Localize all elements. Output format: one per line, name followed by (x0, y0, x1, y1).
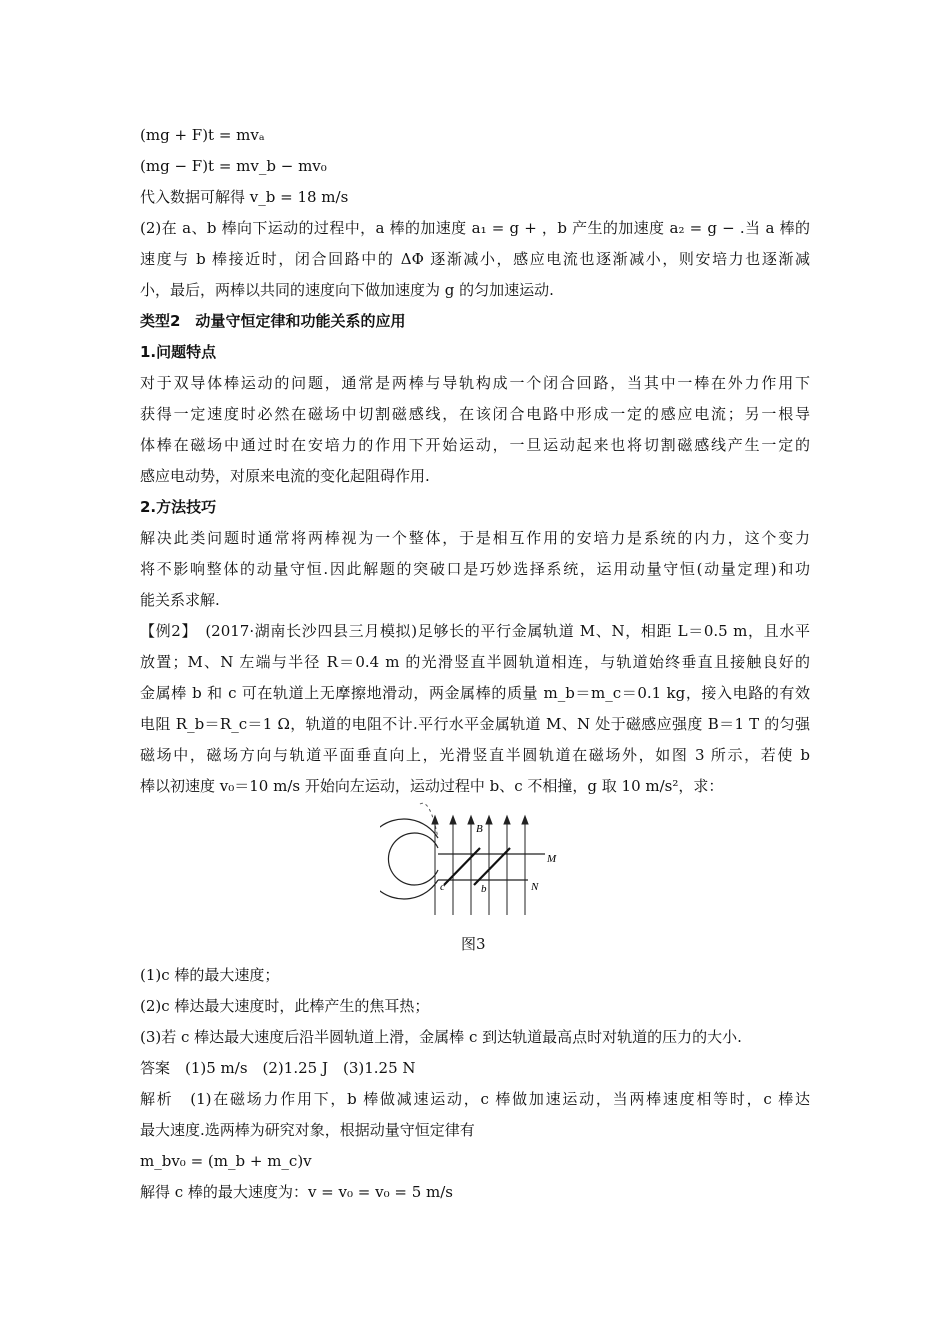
label-c: c (440, 881, 445, 893)
equation-line: m_bv₀ = (m_b + m_c)v (140, 1152, 312, 1170)
label-m: M (547, 853, 557, 865)
result-line: 解得 c 棒的最大速度为：v = v₀ = v₀ = 5 m/s (140, 1183, 453, 1201)
question-3: (3)若 c 棒达最大速度后沿半圆轨道上滑，金属棒 c 到达轨道最高点时对轨道的压力的大小. (140, 1028, 742, 1046)
paragraph-line: 速度与 b 棒接近时，闭合回路中的 ΔΦ 逐渐减小，感应电流也逐渐减小，则安培力也逐渐减 (140, 250, 810, 268)
label-n: N (531, 881, 539, 893)
figure-3-diagram (380, 790, 580, 920)
question-1: (1)c 棒的最大速度； (140, 966, 280, 984)
equation-line-1: (mg + F)t = mvₐ (140, 126, 265, 144)
example-line: 电阻 R_b＝R_c＝1 Ω，轨道的电阻不计.平行水平金属轨道 M、N 处于磁感应强度 B＝1 T 的匀强 (140, 715, 810, 733)
example-line: 金属棒 b 和 c 可在轨道上无摩擦地滑动，两金属棒的质量 m_b＝m_c＝0.1 kg，接入电路的有效 (140, 684, 810, 702)
result-line: 代入数据可解得 v_b = 18 m/s (140, 188, 349, 206)
example-line: 棒以初速度 v₀＝10 m/s 开始向左运动，运动过程中 b、c 不相撞，g 取 10 m/s²，求： (140, 777, 724, 795)
paragraph-line: 体棒在磁场中通过时在安培力的作用下开始运动，一旦运动起来也将切割磁感线产生一定的 (140, 436, 810, 454)
section-heading: 类型2 动量守恒定律和功能关系的应用 (140, 312, 406, 330)
analysis-line: 最大速度.选两棒为研究对象，根据动量守恒定律有 (140, 1121, 475, 1139)
question-2: (2)c 棒达最大速度时，此棒产生的焦耳热； (140, 997, 430, 1015)
subsection-heading: 1.问题特点 (140, 343, 217, 361)
paragraph-line: (2)在 a、b 棒向下运动的过程中，a 棒的加速度 a₁ = g + ，b 产生的加速度 a₂ = g − .当 a 棒的 (140, 219, 810, 237)
semicircle-track-inner (388, 833, 438, 885)
paragraph-line: 获得一定速度时必然在磁场中切割磁感线，在该闭合电路中形成一定的感应电流；另一根导 (140, 405, 810, 423)
paragraph-line: 能关系求解. (140, 591, 220, 609)
example-line: 磁场中，磁场方向与轨道平面垂直向上，光滑竖直半圆轨道在磁场外，如图 3 所示，若使 b (140, 746, 810, 764)
label-b-field: B (476, 823, 483, 835)
paragraph-line: 小，最后，两棒以共同的速度向下做加速度为 g 的匀加速运动. (140, 281, 554, 299)
paragraph-line: 感应电动势，对原来电流的变化起阻碍作用. (140, 467, 430, 485)
subsection-heading: 2.方法技巧 (140, 498, 217, 516)
label-b-rod: b (481, 883, 487, 895)
equation-line-2: (mg − F)t = mv_b − mv₀ (140, 157, 327, 175)
figure-caption: 图3 (461, 935, 486, 953)
example-line: 放置；M、N 左端与半径 R＝0.4 m 的光滑竖直半圆轨道相连，与轨道始终垂直且接触良好的 (140, 653, 810, 671)
paragraph-line: 将不影响整体的动量守恒.因此解题的突破口是巧妙选择系统，运用动量守恒(动量定理)和功 (140, 560, 810, 578)
paragraph-line: 对于双导体棒运动的问题，通常是两棒与导轨构成一个闭合回路，当其中一棒在外力作用下 (140, 374, 810, 392)
answer-line: 答案 (1)5 m/s (2)1.25 J (3)1.25 N (140, 1059, 416, 1077)
paragraph-line: 解决此类问题时通常将两棒视为一个整体，于是相互作用的安培力是系统的内力，这个变力 (140, 529, 810, 547)
analysis-line: 解析 (1)在磁场力作用下，b 棒做减速运动，c 棒做加速运动，当两棒速度相等时，c 棒达 (140, 1090, 810, 1108)
example-line: 【例2】 (2017·湖南长沙四县三月模拟)足够长的平行金属轨道 M、N，相距 L＝0.5 m，且水平 (140, 622, 810, 640)
